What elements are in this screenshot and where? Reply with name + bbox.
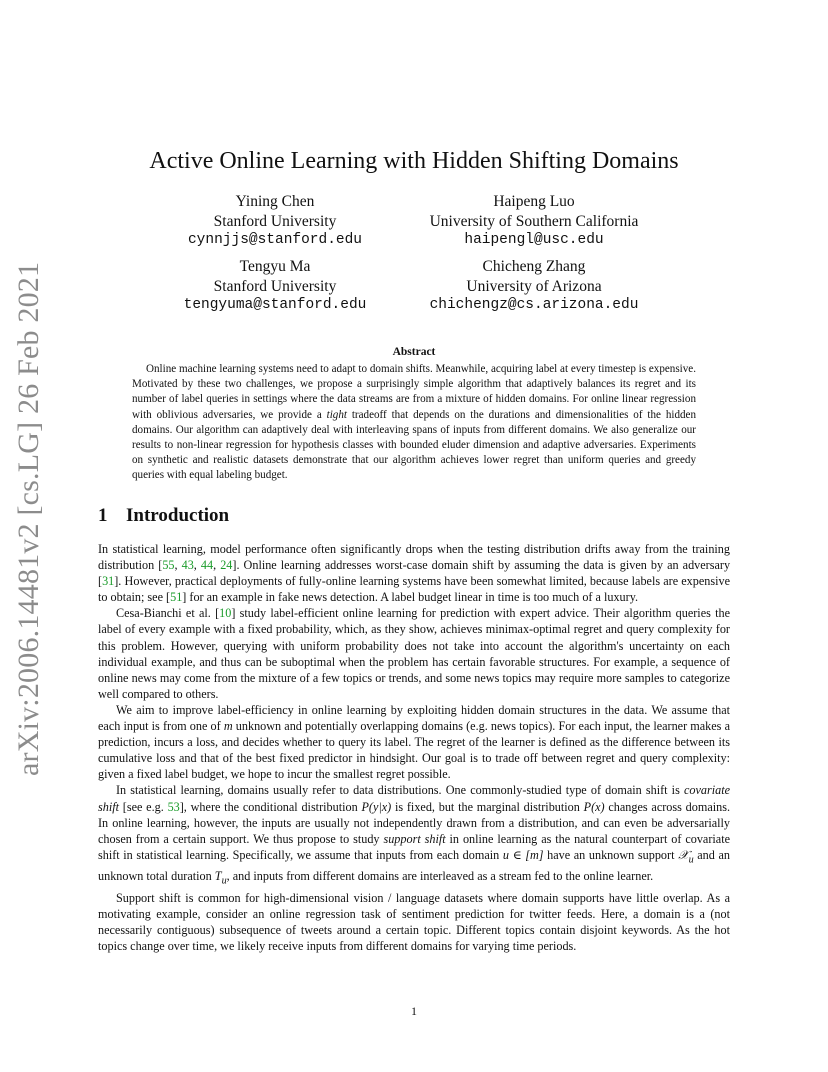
section-title: Introduction <box>126 505 230 526</box>
text-run: In statistical learning, model performance often significantly drops when the testing distribution drifts away from the training distribution [ <box>98 542 730 573</box>
text-run: , and inputs from different domains are interleaved as a stream fed to the online learner. <box>226 869 654 884</box>
text-run: is fixed, but the marginal distribution <box>391 799 584 814</box>
author-email: haipengl@usc.edu <box>464 232 604 248</box>
text-run: changes across domains. In online learning, however, the inputs are usually not independently drawn from a distribution, and can even be adversarially chosen from a certain support. We thus propose to study <box>98 799 731 846</box>
text-run: ] study label-efficient online learning for prediction with expert advice. Their algorithm queries the label of every example with a fixed probability, which, as they show, achieves minimax-optimal regret and query complexity for this problem. However, querying with uniform probability does not take into account the algorithm's uncertainty on each individual example, and thus can be suboptimal when the problem has certain favorable structures. For example, a sequence of online news may come from the mixture of a few topics or trends, and some news topics may require more samples to categorize well compared to others. <box>98 606 730 701</box>
author-affiliation: Stanford University <box>213 212 337 230</box>
citation-link[interactable]: 51 <box>170 590 183 605</box>
author-email: chichengz@cs.arizona.edu <box>429 297 639 313</box>
text-run: have an unknown support <box>543 847 679 862</box>
citation-link[interactable]: 43 <box>181 558 194 573</box>
citation-link[interactable]: 44 <box>200 558 214 573</box>
section-heading <box>98 505 229 527</box>
math-symbol: T <box>214 869 222 884</box>
text-run: [see e.g. <box>119 799 168 814</box>
arxiv-watermark <box>4 261 64 790</box>
citation-link[interactable]: 53 <box>167 799 180 814</box>
author-affiliation: Stanford University <box>213 277 337 295</box>
body-text <box>98 541 730 954</box>
paragraph <box>98 702 730 782</box>
text-run: In statistical learning, domains usually refer to data distributions. One commonly-studied type of domain shift is <box>116 783 684 798</box>
text-run: ] for an example in fake news detection. A label budget linear in time is too much of a luxury. <box>182 590 639 605</box>
math-inline: u ∈ [m] <box>502 847 544 862</box>
paper-title: Active Online Learning with Hidden Shifting Domains <box>149 148 679 174</box>
author-block <box>404 192 664 251</box>
math-inline: m <box>223 719 233 734</box>
math-inline <box>678 847 694 866</box>
abstract-text-part: Online machine learning systems need to adapt to domain shifts. Meanwhile, acquiring label at every timestep is expensive. Motivated by these two challenges, we propose a surprisingly simple algorithm that adaptively balances its regret and its number of label queries in settings where the data streams are from a mixture of hidden domains. For online linear regression with oblivious adversaries, we provide a <box>132 363 696 421</box>
paragraph: In statistical learning, model performance often significantly drops when the testing distribution drifts away from the training distribution [55, 43, 44, 24]. Online learning addresses worst-case domain shift by assuming the data is given by an adversary [31]. However, practical deployments of fully-online learning systems have been somewhat limited, because labels are expensive to obtain; see [51] for an example in fake news detection. A label budget linear in time is too much of a luxury. <box>98 542 731 605</box>
author-affiliation: University of Southern California <box>429 212 639 230</box>
text-run: and an unknown total duration <box>98 847 730 884</box>
citation-link[interactable]: 31 <box>102 574 115 589</box>
text-run: We aim to improve label-efficiency in online learning by exploiting hidden domain structures in the data. We assume that each input is from one of <box>98 702 730 734</box>
author-block <box>160 257 390 316</box>
author-email: cynnjjs@stanford.edu <box>187 232 363 248</box>
text-run: Cesa-Bianchi et al. [ <box>116 606 220 621</box>
page-number: 1 <box>411 1004 417 1018</box>
citation-link[interactable]: 10 <box>219 606 232 621</box>
abstract-text-part: tradeoff that depends on the durations and dimensionalities of the hidden domains. Our algorithm can adaptively deal with interleaving spans of inputs from different domains. We also generalize our results to non-linear regression for hypothesis classes with bounded eluder dimension and adaptive adversaries. Experiments on synthetic and realistic datasets demonstrate that our algorithm achieves lower regret than uniform queries and greedy queries with equal labeling budget. <box>132 408 697 482</box>
math-subscript: u <box>221 875 227 887</box>
math-inline: P(y|x) <box>361 799 392 814</box>
text-run: ], where the conditional distribution <box>179 799 362 814</box>
text-run: ]. However, practical deployments of fully-online learning systems have been somewhat limited, because labels are expensive to obtain; see [ <box>98 574 730 605</box>
citation-link[interactable]: 55 <box>162 558 175 573</box>
citation-link[interactable]: 24 <box>220 558 233 573</box>
math-symbol: 𝒳 <box>678 847 689 862</box>
author-name: Tengyu Ma <box>239 258 311 275</box>
math-inline: P(x) <box>583 799 605 814</box>
author-email: tengyuma@stanford.edu <box>183 297 367 313</box>
section-number: 1 <box>98 505 108 526</box>
emphasis: support shift <box>383 831 446 846</box>
math-subscript: u <box>688 854 694 866</box>
text-run: unknown and potentially overlapping domains (e.g. news topics). For each input, the learner makes a prediction, incurs a loss, and decides whether to query its label. The regret of the learner is defined as the difference between its cumulative loss and that of the best fixed predictor in hindsight. Our goal is to trade off between regret and query complexity: given a fixed label budget, we hope to incur the smallest regret possible. <box>98 719 730 782</box>
author-name: Chicheng Zhang <box>482 258 586 275</box>
author-block <box>160 192 390 251</box>
author-affiliation: University of Arizona <box>466 277 602 295</box>
paragraph <box>98 782 730 889</box>
abstract-heading: Abstract <box>392 346 436 358</box>
author-block <box>404 257 664 316</box>
paragraph: Support shift is common for high-dimensional vision / language datasets where domain supports have little overlap. As a motivating example, consider an online regression task of sentiment prediction for twitter feeds. Here, a domain is a (not necessarily contiguous) subsequence of tweets around a certain topic. Different topics contain disjoint keywords. As the hot topics change over time, we likely receive inputs from different domains for varying time periods. <box>98 890 730 954</box>
text-run: ]. Online learning addresses worst-case domain shift by assuming the data is given by an adversary [ <box>98 558 731 589</box>
author-name: Yining Chen <box>235 193 315 210</box>
abstract-text <box>132 362 696 484</box>
emphasis: covariate shift <box>98 783 730 814</box>
arxiv-id: arXiv:2006.14481v2 [cs.LG] 26 Feb 2021 <box>12 261 45 776</box>
math-inline <box>214 869 227 887</box>
author-name: Haipeng Luo <box>493 193 575 210</box>
text-run: in online learning as the natural counterpart of covariate shift in statistical learning. Specifically, we assume that inputs from each domain <box>98 831 730 862</box>
abstract-emphasis: tight <box>326 408 347 421</box>
paragraph <box>98 605 730 702</box>
